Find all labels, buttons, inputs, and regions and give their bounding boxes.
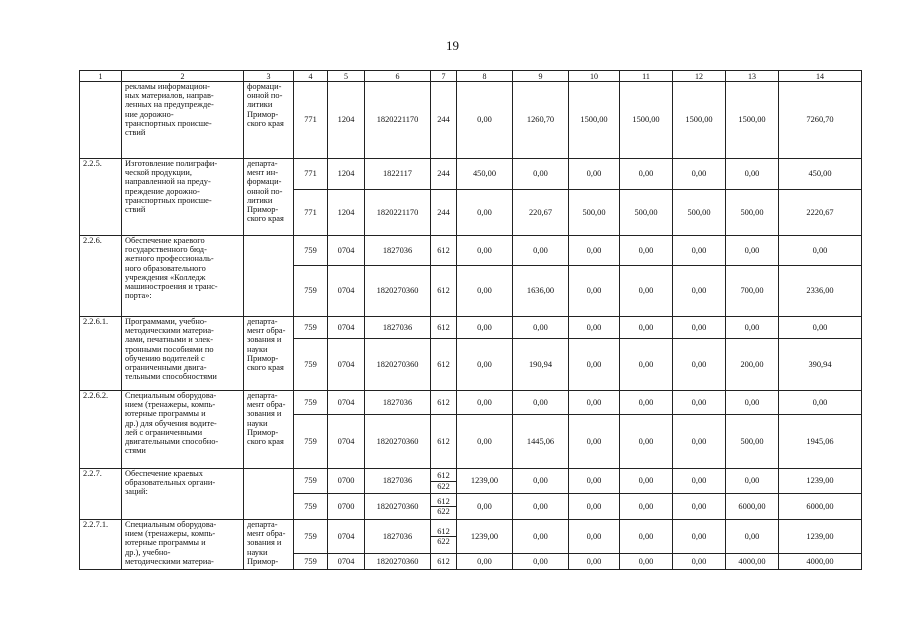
grbs-code: 759	[294, 266, 328, 317]
expense-type: 612	[437, 496, 450, 506]
amount-cell: 0,00	[569, 415, 620, 469]
section-code: 0704	[328, 520, 365, 554]
grbs-code: 759	[294, 317, 328, 339]
expense-type: 622	[431, 536, 456, 546]
item-code: 2.2.7.1.	[80, 520, 122, 570]
section-code: 1204	[328, 82, 365, 159]
grbs-code: 759	[294, 339, 328, 391]
expense-type: 612	[437, 526, 450, 536]
expense-type: 612	[431, 266, 457, 317]
amount-cell: 0,00	[620, 339, 673, 391]
amount-cell: 0,00	[457, 554, 513, 570]
table-row	[80, 469, 862, 494]
total-cell: 0,00	[779, 391, 862, 415]
amount-cell: 0,00	[569, 266, 620, 317]
total-cell: 0,00	[779, 317, 862, 339]
grbs-code: 771	[294, 159, 328, 190]
target-article: 1827036	[365, 520, 431, 554]
amount-cell: 190,94	[513, 339, 569, 391]
amount-cell: 0,00	[620, 236, 673, 266]
item-description: Обеспечение краевых образовательных органи- заций:	[122, 469, 244, 520]
amount-cell: 0,00	[620, 494, 673, 520]
amount-cell: 0,00	[620, 415, 673, 469]
budget-table	[79, 70, 862, 570]
header-cell: 13	[726, 71, 779, 82]
amount-cell: 0,00	[569, 317, 620, 339]
amount-cell: 6000,00	[726, 494, 779, 520]
expense-type: 612	[431, 317, 457, 339]
target-article: 1820221170	[365, 82, 431, 159]
expense-type: 244	[431, 190, 457, 236]
section-code: 0704	[328, 266, 365, 317]
target-article: 1820221170	[365, 190, 431, 236]
section-code: 0704	[328, 339, 365, 391]
amount-cell: 0,00	[673, 494, 726, 520]
item-code	[80, 82, 122, 159]
amount-cell: 0,00	[673, 236, 726, 266]
grbs-code: 759	[294, 236, 328, 266]
total-cell: 1945,06	[779, 415, 862, 469]
responsible-department	[244, 469, 294, 520]
amount-cell: 0,00	[457, 494, 513, 520]
expense-type: 612	[431, 236, 457, 266]
section-code: 0700	[328, 494, 365, 520]
item-code: 2.2.6.1.	[80, 317, 122, 391]
amount-cell: 0,00	[620, 554, 673, 570]
item-description: Специальным оборудова- нием (тренажеры, компь- ютерные программы и др.), учебно- методическими материа-	[122, 520, 244, 570]
amount-cell: 0,00	[513, 391, 569, 415]
item-code: 2.2.6.2.	[80, 391, 122, 469]
amount-cell: 500,00	[569, 190, 620, 236]
amount-cell: 0,00	[513, 159, 569, 190]
amount-cell: 1239,00	[457, 469, 513, 494]
expense-type: 612	[437, 471, 450, 481]
grbs-code: 759	[294, 554, 328, 570]
amount-cell: 500,00	[673, 190, 726, 236]
table-row	[80, 520, 862, 554]
amount-cell: 0,00	[513, 317, 569, 339]
total-cell: 7260,70	[779, 82, 862, 159]
amount-cell: 500,00	[620, 190, 673, 236]
amount-cell: 0,00	[620, 159, 673, 190]
amount-cell: 0,00	[673, 339, 726, 391]
item-description: Программами, учебно- методическими материа- лами, печатными и элек- тронными пособиями по обучению водителей с ограниченными двига- тельными способностями	[122, 317, 244, 391]
target-article: 1820270360	[365, 339, 431, 391]
amount-cell: 0,00	[457, 317, 513, 339]
amount-cell: 0,00	[673, 469, 726, 494]
section-code: 0704	[328, 415, 365, 469]
total-cell: 2220,67	[779, 190, 862, 236]
amount-cell: 0,00	[513, 520, 569, 554]
amount-cell: 4000,00	[726, 554, 779, 570]
target-article: 1827036	[365, 391, 431, 415]
item-code: 2.2.6.	[80, 236, 122, 317]
amount-cell: 0,00	[673, 554, 726, 570]
total-cell: 1239,00	[779, 520, 862, 554]
responsible-department: департа- мент обра- зования и науки Примор- ского края	[244, 391, 294, 469]
amount-cell: 220,67	[513, 190, 569, 236]
grbs-code: 759	[294, 520, 328, 554]
amount-cell: 0,00	[620, 469, 673, 494]
grbs-code: 771	[294, 190, 328, 236]
header-cell: 14	[779, 71, 862, 82]
amount-cell: 0,00	[673, 317, 726, 339]
header-cell: 12	[673, 71, 726, 82]
amount-cell: 0,00	[726, 317, 779, 339]
amount-cell: 0,00	[457, 415, 513, 469]
header-cell: 3	[244, 71, 294, 82]
table-row	[80, 317, 862, 339]
expense-type-split	[431, 469, 457, 494]
amount-cell: 0,00	[569, 236, 620, 266]
header-cell: 6	[365, 71, 431, 82]
item-description: Обеспечение краевого государственного бюд- жетного профессиональ- ного образовательного учреждения «Колледж машиностроения и транс- порта»:	[122, 236, 244, 317]
amount-cell: 0,00	[726, 469, 779, 494]
header-cell: 5	[328, 71, 365, 82]
responsible-department: департа- мент ин- формаци- онной по- литики Примор- ского края	[244, 159, 294, 236]
amount-cell: 0,00	[513, 554, 569, 570]
amount-cell: 200,00	[726, 339, 779, 391]
amount-cell: 500,00	[726, 190, 779, 236]
item-description: Специальным оборудова- нием (тренажеры, компь- ютерные программы и др.) для обучения водите- лей с ограниченными двигательными способно- стями	[122, 391, 244, 469]
amount-cell: 0,00	[457, 82, 513, 159]
target-article: 1827036	[365, 469, 431, 494]
amount-cell: 0,00	[569, 391, 620, 415]
target-article: 1822117	[365, 159, 431, 190]
amount-cell: 0,00	[513, 236, 569, 266]
amount-cell: 0,00	[569, 159, 620, 190]
total-cell: 4000,00	[779, 554, 862, 570]
header-cell: 8	[457, 71, 513, 82]
amount-cell: 0,00	[726, 159, 779, 190]
expense-type-split	[431, 494, 457, 520]
amount-cell: 1500,00	[620, 82, 673, 159]
total-cell: 390,94	[779, 339, 862, 391]
expense-type: 612	[431, 391, 457, 415]
section-code: 0704	[328, 391, 365, 415]
amount-cell: 0,00	[673, 266, 726, 317]
expense-type: 612	[431, 554, 457, 570]
section-code: 0704	[328, 554, 365, 570]
amount-cell: 0,00	[620, 391, 673, 415]
amount-cell: 0,00	[457, 236, 513, 266]
section-code: 0704	[328, 236, 365, 266]
section-code: 1204	[328, 190, 365, 236]
responsible-department: формаци- онной по- литики Примор- ского края	[244, 82, 294, 159]
amount-cell: 1445,06	[513, 415, 569, 469]
grbs-code: 759	[294, 494, 328, 520]
amount-cell: 0,00	[726, 391, 779, 415]
target-article: 1820270360	[365, 415, 431, 469]
header-cell: 9	[513, 71, 569, 82]
amount-cell: 0,00	[457, 391, 513, 415]
total-cell: 450,00	[779, 159, 862, 190]
responsible-department: департа- мент обра- зования и науки Примор-	[244, 520, 294, 570]
section-code: 1204	[328, 159, 365, 190]
expense-type: 244	[431, 159, 457, 190]
amount-cell: 0,00	[513, 469, 569, 494]
target-article: 1820270360	[365, 554, 431, 570]
amount-cell: 450,00	[457, 159, 513, 190]
amount-cell: 0,00	[673, 391, 726, 415]
total-cell: 1239,00	[779, 469, 862, 494]
amount-cell: 1239,00	[457, 520, 513, 554]
amount-cell: 0,00	[673, 415, 726, 469]
header-cell: 1	[80, 71, 122, 82]
amount-cell: 500,00	[726, 415, 779, 469]
target-article: 1820270360	[365, 266, 431, 317]
amount-cell: 0,00	[569, 339, 620, 391]
target-article: 1827036	[365, 236, 431, 266]
table-row	[80, 236, 862, 266]
item-description: Изготовление полиграфи- ческой продукции, направленной на преду- преждение дорожно- транспортных происше- ствий	[122, 159, 244, 236]
expense-type: 622	[431, 481, 456, 491]
amount-cell: 0,00	[620, 266, 673, 317]
amount-cell: 700,00	[726, 266, 779, 317]
target-article: 1827036	[365, 317, 431, 339]
amount-cell: 0,00	[569, 469, 620, 494]
section-code: 0700	[328, 469, 365, 494]
header-cell: 4	[294, 71, 328, 82]
total-cell: 2336,00	[779, 266, 862, 317]
amount-cell: 0,00	[457, 190, 513, 236]
page-number: 19	[446, 38, 459, 53]
item-description: рекламы информацион- ных материалов, направ- ленных на предупрежде- ние дорожно- транспортных происше- ствий	[122, 82, 244, 159]
amount-cell: 1500,00	[726, 82, 779, 159]
header-cell: 11	[620, 71, 673, 82]
total-cell: 0,00	[779, 236, 862, 266]
amount-cell: 0,00	[569, 494, 620, 520]
target-article: 1820270360	[365, 494, 431, 520]
amount-cell: 0,00	[620, 520, 673, 554]
amount-cell: 0,00	[726, 236, 779, 266]
amount-cell: 0,00	[457, 339, 513, 391]
expense-type: 244	[431, 82, 457, 159]
amount-cell: 1260,70	[513, 82, 569, 159]
header-row	[80, 71, 862, 82]
amount-cell: 0,00	[673, 520, 726, 554]
amount-cell: 0,00	[569, 554, 620, 570]
grbs-code: 759	[294, 391, 328, 415]
amount-cell: 0,00	[513, 494, 569, 520]
grbs-code: 759	[294, 415, 328, 469]
header-cell: 2	[122, 71, 244, 82]
responsible-department: департа- мент обра- зования и науки Примор- ского края	[244, 317, 294, 391]
expense-type: 622	[431, 506, 456, 516]
amount-cell: 0,00	[726, 520, 779, 554]
table-row	[80, 159, 862, 190]
expense-type-split	[431, 520, 457, 554]
header-cell: 10	[569, 71, 620, 82]
section-code: 0704	[328, 317, 365, 339]
amount-cell: 1636,00	[513, 266, 569, 317]
table-row	[80, 82, 862, 159]
responsible-department	[244, 236, 294, 317]
amount-cell: 1500,00	[673, 82, 726, 159]
item-code: 2.2.7.	[80, 469, 122, 520]
expense-type: 612	[431, 415, 457, 469]
amount-cell: 0,00	[620, 317, 673, 339]
expense-type: 612	[431, 339, 457, 391]
table-row	[80, 391, 862, 415]
grbs-code: 771	[294, 82, 328, 159]
amount-cell: 0,00	[569, 520, 620, 554]
item-code: 2.2.5.	[80, 159, 122, 236]
total-cell: 6000,00	[779, 494, 862, 520]
header-cell: 7	[431, 71, 457, 82]
grbs-code: 759	[294, 469, 328, 494]
amount-cell: 1500,00	[569, 82, 620, 159]
amount-cell: 0,00	[673, 159, 726, 190]
amount-cell: 0,00	[457, 266, 513, 317]
